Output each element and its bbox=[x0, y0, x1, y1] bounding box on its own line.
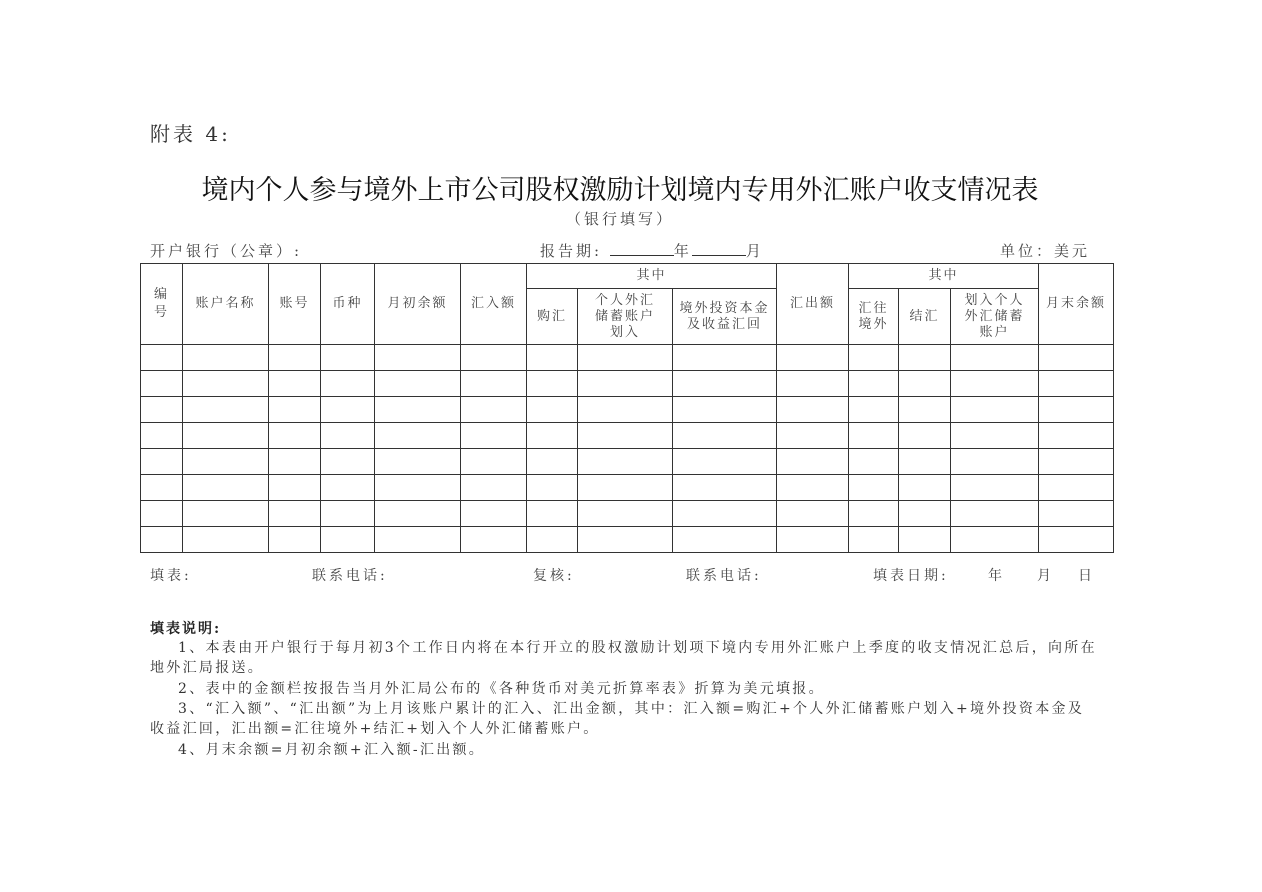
table-cell[interactable] bbox=[527, 345, 578, 371]
table-cell[interactable] bbox=[321, 527, 375, 553]
note-item-4: 4、月末余额=月初余额+汇入额-汇出额。 bbox=[178, 742, 486, 758]
table-cell[interactable] bbox=[269, 423, 321, 449]
table-cell[interactable] bbox=[1039, 449, 1114, 475]
table-cell[interactable] bbox=[141, 423, 183, 449]
page-title: 境内个人参与境外上市公司股权激励计划境内专用外汇账户收支情况表 bbox=[201, 175, 1039, 206]
table-cell[interactable] bbox=[461, 345, 527, 371]
reviewer-phone-label: 联系电话: bbox=[686, 568, 762, 584]
table-cell[interactable] bbox=[321, 423, 375, 449]
table-cell[interactable] bbox=[183, 371, 269, 397]
period-year-suffix: 年 bbox=[673, 242, 692, 260]
table-cell[interactable] bbox=[375, 423, 461, 449]
table-cell[interactable] bbox=[375, 475, 461, 501]
table-cell[interactable] bbox=[849, 345, 899, 371]
col-remit-abroad: 汇往境外 bbox=[849, 289, 899, 345]
table-cell[interactable] bbox=[269, 345, 321, 371]
table-cell[interactable] bbox=[269, 449, 321, 475]
table-cell[interactable] bbox=[899, 397, 951, 423]
table-row bbox=[141, 371, 1114, 397]
table-cell[interactable] bbox=[269, 527, 321, 553]
col-currency: 币种 bbox=[321, 264, 375, 345]
table-cell[interactable] bbox=[578, 423, 673, 449]
table-cell[interactable] bbox=[141, 371, 183, 397]
table-row bbox=[141, 345, 1114, 371]
period-month-suffix: 月 bbox=[745, 242, 764, 260]
table-cell[interactable] bbox=[899, 371, 951, 397]
table-cell[interactable] bbox=[527, 371, 578, 397]
table-cell[interactable] bbox=[777, 527, 849, 553]
table-cell[interactable] bbox=[1039, 371, 1114, 397]
col-account-no: 账号 bbox=[269, 264, 321, 345]
table-cell[interactable] bbox=[461, 371, 527, 397]
table-cell[interactable] bbox=[461, 501, 527, 527]
table-cell[interactable] bbox=[375, 501, 461, 527]
table-cell[interactable] bbox=[777, 423, 849, 449]
table-cell[interactable] bbox=[849, 501, 899, 527]
table-cell[interactable] bbox=[141, 449, 183, 475]
appendix-label: 附表 4: bbox=[150, 122, 231, 146]
table-row bbox=[141, 449, 1114, 475]
table-cell[interactable] bbox=[849, 371, 899, 397]
table-cell[interactable] bbox=[849, 397, 899, 423]
col-personal-savings-in: 个人外汇储蓄账户划入 bbox=[578, 289, 673, 345]
table-cell[interactable] bbox=[461, 527, 527, 553]
table-cell[interactable] bbox=[375, 345, 461, 371]
table-cell[interactable] bbox=[1039, 475, 1114, 501]
account-table bbox=[140, 263, 1114, 553]
table-cell[interactable] bbox=[183, 397, 269, 423]
table-cell[interactable] bbox=[951, 345, 1039, 371]
table-cell[interactable] bbox=[183, 501, 269, 527]
table-cell[interactable] bbox=[269, 371, 321, 397]
table-cell[interactable] bbox=[321, 501, 375, 527]
table-cell[interactable] bbox=[777, 501, 849, 527]
table-cell[interactable] bbox=[951, 397, 1039, 423]
table-cell[interactable] bbox=[141, 345, 183, 371]
col-no: 编号 bbox=[141, 264, 183, 345]
table-cell[interactable] bbox=[673, 423, 777, 449]
col-overseas-return: 境外投资本金及收益汇回 bbox=[673, 289, 777, 345]
table-cell[interactable] bbox=[375, 527, 461, 553]
table-cell[interactable] bbox=[141, 501, 183, 527]
table-cell[interactable] bbox=[183, 423, 269, 449]
table-cell[interactable] bbox=[527, 475, 578, 501]
period-label: 报告期: bbox=[540, 242, 603, 260]
table-cell[interactable] bbox=[321, 371, 375, 397]
table-cell[interactable] bbox=[527, 423, 578, 449]
table-row bbox=[141, 501, 1114, 527]
table-cell[interactable] bbox=[951, 449, 1039, 475]
col-purchase-fx: 购汇 bbox=[527, 289, 578, 345]
table-cell[interactable] bbox=[777, 371, 849, 397]
table-cell[interactable] bbox=[183, 475, 269, 501]
table-row bbox=[141, 397, 1114, 423]
table-cell[interactable] bbox=[269, 475, 321, 501]
table-cell[interactable] bbox=[951, 475, 1039, 501]
table-cell[interactable] bbox=[673, 449, 777, 475]
note-item-2: 2、表中的金额栏按报告当月外汇局公布的《各种货币对美元折算率表》折算为美元填报。 bbox=[178, 681, 825, 697]
table-cell[interactable] bbox=[1039, 397, 1114, 423]
reviewer-label: 复核: bbox=[533, 568, 575, 584]
fill-date-label: 填表日期: bbox=[873, 568, 949, 584]
table-cell[interactable] bbox=[461, 475, 527, 501]
table-row bbox=[141, 475, 1114, 501]
col-account-name: 账户名称 bbox=[183, 264, 269, 345]
filler-label: 填表: bbox=[150, 568, 192, 584]
table-cell[interactable] bbox=[899, 345, 951, 371]
table-cell[interactable] bbox=[673, 397, 777, 423]
period-month-blank[interactable] bbox=[692, 241, 746, 256]
report-period bbox=[540, 240, 764, 261]
table-cell[interactable] bbox=[673, 501, 777, 527]
table-cell[interactable] bbox=[141, 475, 183, 501]
table-cell[interactable] bbox=[578, 501, 673, 527]
table-cell[interactable] bbox=[578, 371, 673, 397]
table-cell[interactable] bbox=[578, 527, 673, 553]
table-cell[interactable] bbox=[1039, 501, 1114, 527]
col-outflow: 汇出额 bbox=[777, 264, 849, 345]
table-cell[interactable] bbox=[899, 527, 951, 553]
table-cell[interactable] bbox=[527, 501, 578, 527]
table-cell[interactable] bbox=[673, 527, 777, 553]
table-row bbox=[141, 527, 1114, 553]
table-cell[interactable] bbox=[673, 345, 777, 371]
table-cell[interactable] bbox=[375, 449, 461, 475]
table-cell[interactable] bbox=[849, 475, 899, 501]
table-cell[interactable] bbox=[951, 423, 1039, 449]
table-cell[interactable] bbox=[527, 449, 578, 475]
table-cell[interactable] bbox=[578, 449, 673, 475]
table-cell[interactable] bbox=[777, 449, 849, 475]
table-cell[interactable] bbox=[269, 501, 321, 527]
table-cell[interactable] bbox=[777, 397, 849, 423]
fill-date-year: 年 bbox=[988, 568, 1005, 584]
table-cell[interactable] bbox=[899, 449, 951, 475]
table-cell[interactable] bbox=[321, 397, 375, 423]
col-opening-balance: 月初余额 bbox=[375, 264, 461, 345]
table-cell[interactable] bbox=[461, 449, 527, 475]
period-year-blank[interactable] bbox=[610, 241, 674, 256]
table-cell[interactable] bbox=[578, 345, 673, 371]
bank-label: 开户银行（公章）: bbox=[150, 242, 303, 260]
table-cell[interactable] bbox=[673, 475, 777, 501]
note-item-3: 3、“汇入额”、“汇出额”为上月该账户累计的汇入、汇出金额，其中：汇入额=购汇+个人外汇储蓄账户划入+境外投资本金及收益汇回，汇出额=汇往境外+结汇+划入个人外汇储蓄账户。 bbox=[150, 701, 1085, 737]
table-cell[interactable] bbox=[951, 501, 1039, 527]
note-item-1: 1、本表由开户银行于每月初3个工作日内将在本行开立的股权激励计划项下境内专用外汇账户上季度的收支情况汇总后，向所在地外汇局报送。 bbox=[150, 640, 1097, 676]
table-cell[interactable] bbox=[899, 475, 951, 501]
table-cell[interactable] bbox=[141, 397, 183, 423]
table-row bbox=[141, 423, 1114, 449]
col-transfer-to-savings: 划入个人外汇储蓄账户 bbox=[951, 289, 1039, 345]
table-cell[interactable] bbox=[183, 345, 269, 371]
filler-phone-label: 联系电话: bbox=[312, 568, 388, 584]
fill-date-month: 月 bbox=[1037, 568, 1054, 584]
fill-date-day: 日 bbox=[1078, 568, 1095, 584]
table-cell[interactable] bbox=[578, 397, 673, 423]
table-cell[interactable] bbox=[849, 423, 899, 449]
table-cell[interactable] bbox=[578, 475, 673, 501]
table-cell[interactable] bbox=[1039, 345, 1114, 371]
table-cell[interactable] bbox=[1039, 527, 1114, 553]
table-cell[interactable] bbox=[269, 397, 321, 423]
table-cell[interactable] bbox=[183, 527, 269, 553]
table-cell[interactable] bbox=[183, 449, 269, 475]
table-cell[interactable] bbox=[899, 501, 951, 527]
table-cell[interactable] bbox=[375, 371, 461, 397]
table-cell[interactable] bbox=[527, 397, 578, 423]
table-cell[interactable] bbox=[899, 423, 951, 449]
table-cell[interactable] bbox=[777, 345, 849, 371]
table-cell[interactable] bbox=[141, 527, 183, 553]
table-cell[interactable] bbox=[777, 475, 849, 501]
table-cell[interactable] bbox=[461, 423, 527, 449]
table-cell[interactable] bbox=[321, 345, 375, 371]
table-cell[interactable] bbox=[849, 449, 899, 475]
table-cell[interactable] bbox=[673, 371, 777, 397]
table-cell[interactable] bbox=[321, 475, 375, 501]
table-cell[interactable] bbox=[849, 527, 899, 553]
col-outflow-group: 其中 bbox=[849, 264, 1039, 289]
page-subtitle: （银行填写） bbox=[565, 210, 674, 228]
table-cell[interactable] bbox=[527, 527, 578, 553]
table-cell[interactable] bbox=[375, 397, 461, 423]
col-closing-balance: 月末余额 bbox=[1039, 264, 1114, 345]
notes-title: 填表说明: bbox=[150, 621, 222, 637]
table-cell[interactable] bbox=[461, 397, 527, 423]
col-inflow: 汇入额 bbox=[461, 264, 527, 345]
unit-label: 单位：美元 bbox=[1000, 242, 1091, 260]
table-cell[interactable] bbox=[951, 371, 1039, 397]
col-settlement: 结汇 bbox=[899, 289, 951, 345]
table-cell[interactable] bbox=[951, 527, 1039, 553]
table-cell[interactable] bbox=[1039, 423, 1114, 449]
col-inflow-group: 其中 bbox=[527, 264, 777, 289]
table-cell[interactable] bbox=[321, 449, 375, 475]
